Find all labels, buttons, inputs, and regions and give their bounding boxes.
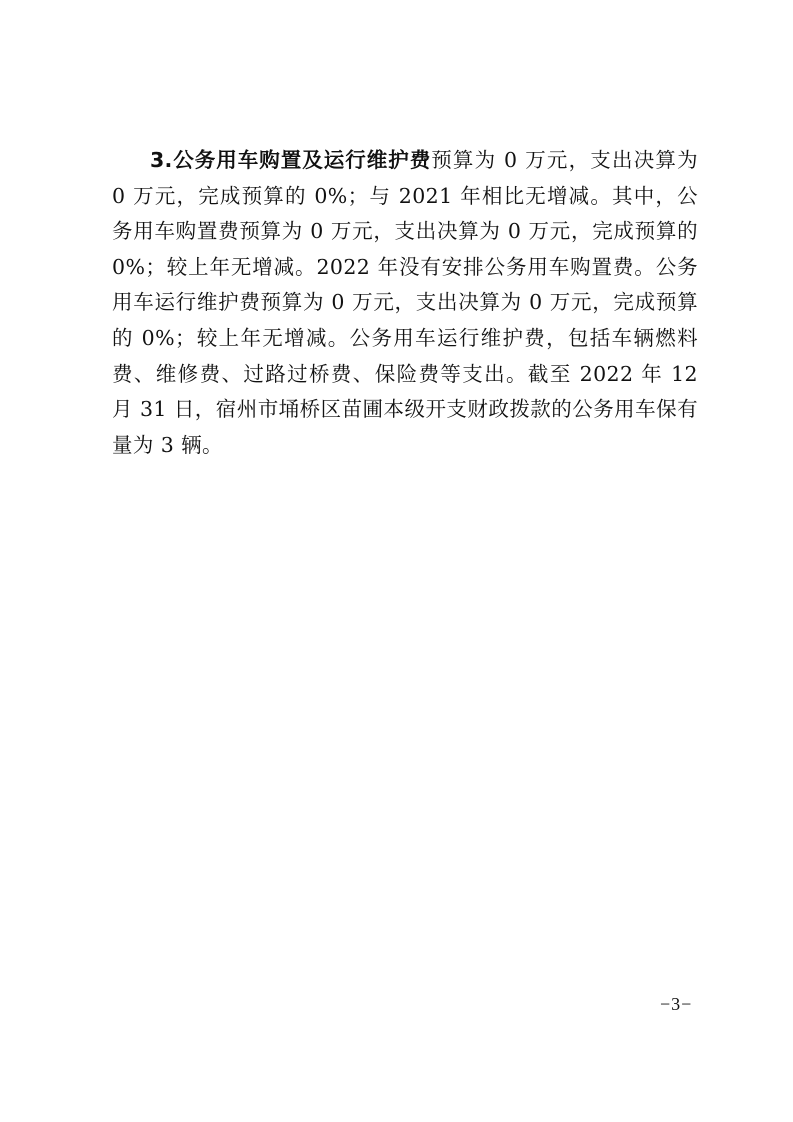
paragraph-text: 预算为 0 万元，支出决算为 0 万元，完成预算的 0%；与 2021 年相比无增减。其中，公务用车购置费预算为 0 万元，支出决算为 0 万元，完成预算的 0%；较上年无增减。2022 年没有安排公务用车购置费。公务用车运行维护费预算为 0 万元，支出决算为 0 万元，完成预算的 0%；较上年无增减。公务用车运行维护费，包括车辆燃料费、维修费、过路过桥费、保险费等支出。截至 2022 年 12 月 31 日，宿州市埇桥区苗圃本级开支财政拨款的公务用车保有量为 3 辆。 <box>112 148 698 457</box>
section-heading: 3.公务用车购置及运行维护费 <box>150 148 432 172</box>
page-number: −3− <box>660 994 693 1014</box>
body-paragraph <box>112 143 698 463</box>
